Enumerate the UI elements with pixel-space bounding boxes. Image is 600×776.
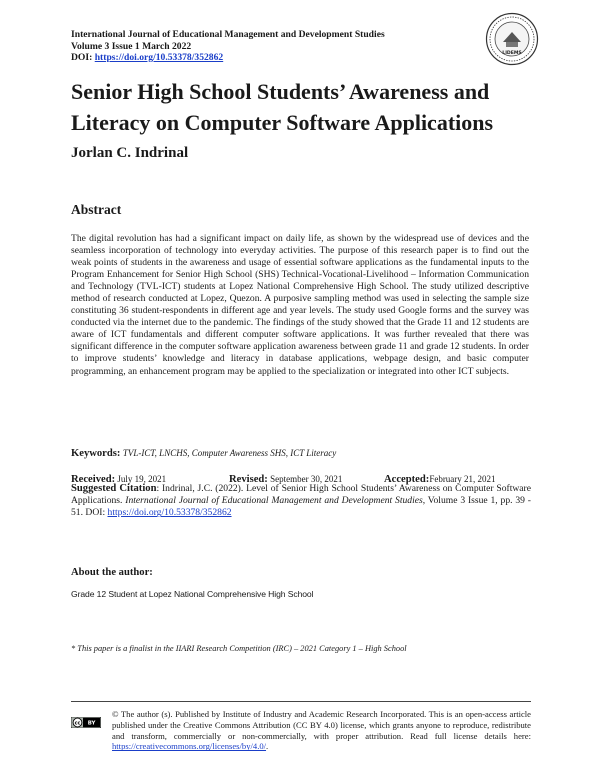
revised-value: September 30, 2021 — [270, 474, 343, 484]
by-badge-text: BY — [87, 720, 96, 727]
citation-text-1: : Indrinal, J.C. (2022). Level of Senior High School Students’ Awareness on Computer Software Applications. — [71, 483, 531, 507]
keywords-value: TVL-ICT, LNCHS, Computer Awareness SHS, ICT Literacy — [122, 448, 337, 458]
citation-doi-link[interactable]: https://doi.org/10.53378/352862 — [107, 507, 232, 519]
about-author-text: Grade 12 Student at Lopez National Comprehensive High School — [71, 589, 314, 599]
suggested-citation — [71, 483, 531, 520]
accepted-value: February 21, 2021 — [429, 474, 496, 484]
license-body: © The author (s). Published by Institute of Industry and Academic Research Incorporated. This is an open-access article published under the Creative Commons Attribution (CC BY 4.0) license, which grants anyone to reproduce, redistribute and transform, commercially or non-commercially, with proper attribution. Read full license details here: — [112, 709, 531, 741]
license-text — [112, 709, 531, 752]
doi-label: DOI: — [71, 52, 95, 63]
license-link[interactable]: https://creativecommons.org/licenses/by/4.0/ — [112, 741, 267, 752]
citation-label: Suggested Citation — [71, 483, 157, 494]
abstract-body: The digital revolution has had a significant impact on daily life, as shown by the widespread use of devices and the seamless incorporation of technology into everyday activities. The purpose of this research paper is to find out the weak points of students in the awareness and usage of essential software applications as the fundamental inputs to the Program Enhancement for Senior High School (SHS) Technical-Vocational-Livelihood – Information Communication and Technology (TVL-ICT) students at Lopez National Comprehensive High School. The study utilized descriptive method of research conducted at Lopez, Quezon. A purposive sampling method was used in selecting the sample size constituting 36 student-respondents in different age and year levels. The study used Google forms and the survey was conducted via the internet due to the pandemic. The findings of the study showed that the Grade 11 and 12 students are aware of ICT fundamentals and different computer software applications. It was further revealed that there was significant difference in the computer software application awareness between grade 11 and grade 12 students. In order to improve students’ knowledge and literacy in database applications, webpage design, and basic computer programming, an enhancement program may be applied to the specialization or integrated into other ICT subjects. — [71, 233, 529, 377]
keywords-line — [71, 448, 531, 459]
journal-doi — [71, 52, 471, 64]
seal-text: LIDEMS — [502, 51, 522, 56]
journal-seal-icon — [485, 12, 539, 66]
footnote: * This paper is a finalist in the IIARI Research Competition (IRC) – 2021 Category 1 – High School — [71, 644, 407, 653]
received-value: July 19, 2021 — [117, 474, 167, 484]
journal-header — [71, 29, 471, 64]
footer-divider — [71, 701, 531, 702]
paper-title: Senior High School Students’ Awareness and Literacy on Computer Software Applications — [71, 79, 494, 135]
abstract-heading: Abstract — [71, 202, 122, 217]
cc-badge-text: cc — [74, 721, 81, 727]
citation-journal: International Journal of Educational Management and Development Studies — [125, 495, 423, 507]
license-end: . — [266, 741, 269, 752]
journal-name: International Journal of Educational Management and Development Studies — [71, 29, 385, 40]
accepted-label: Accepted: — [384, 474, 430, 485]
journal-volume: Volume 3 Issue 1 March 2022 — [71, 40, 192, 52]
doi-link[interactable]: https://doi.org/10.53378/352862 — [94, 52, 224, 63]
about-author-heading: About the author: — [71, 567, 153, 578]
received-label: Received: — [71, 474, 116, 485]
cc-by-badge-icon — [71, 717, 101, 728]
citation-text-2: , Volume 3 Issue 1, pp. 39 - 51. DOI: — [71, 495, 531, 519]
revised-label: Revised: — [229, 474, 268, 485]
keywords-label: Keywords: — [71, 448, 121, 459]
paper-author: Jorlan C. Indrinal — [71, 145, 189, 161]
